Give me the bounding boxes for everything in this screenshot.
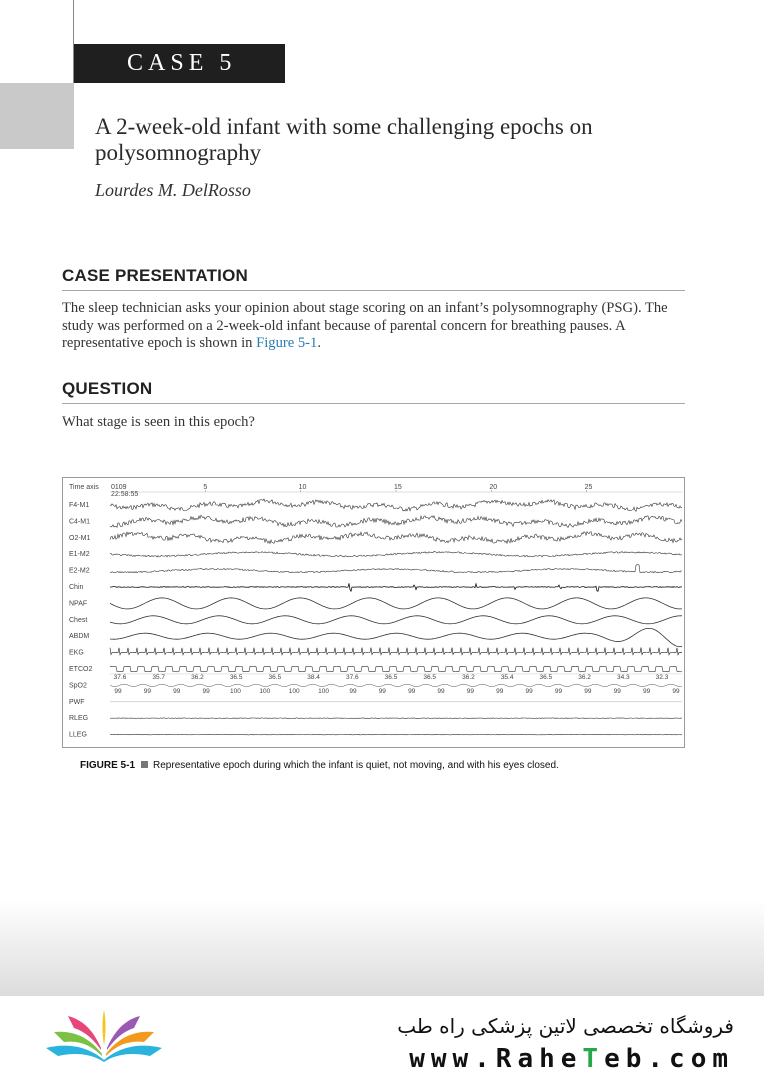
channel-label-chin: Chin: [69, 584, 84, 591]
case-label: CASE 5: [127, 50, 237, 76]
caption-label: FIGURE 5-1: [80, 760, 136, 771]
spo2-value: 100: [288, 687, 300, 695]
section-rule: [62, 290, 685, 291]
eeg-trace: [110, 515, 682, 527]
etco2-value: 36.5: [268, 673, 282, 681]
spo2-value: 99: [114, 687, 122, 695]
store-url[interactable]: [409, 1044, 734, 1074]
url-prefix: www.Rahe: [409, 1044, 583, 1074]
chin-emg-trace: [110, 583, 682, 591]
gray-tab: [0, 83, 74, 149]
etco2-value: 37.6: [345, 673, 359, 681]
channel-label-o2m1: O2-M1: [69, 534, 91, 542]
channel-label-etco2: ETCO2: [69, 666, 93, 673]
presentation-text-end: .: [317, 335, 321, 351]
etco2-value: 32.3: [655, 673, 669, 681]
channel-label-lleg: LLEG: [69, 731, 87, 739]
epoch-number: 0109: [111, 484, 127, 491]
spo2-value: 99: [378, 687, 386, 695]
url-letter-t: T: [582, 1044, 605, 1074]
etco2-value: 38.4: [307, 673, 320, 681]
time-tick-label: 15: [394, 484, 402, 491]
caption-square-icon: [141, 761, 148, 768]
etco2-value: 36.5: [539, 673, 553, 681]
spo2-value: 99: [613, 687, 621, 695]
etco2-value: 36.2: [191, 673, 204, 681]
caption-text: Representative epoch during which the infant is quiet, not moving, and with his eyes closed.: [153, 760, 559, 771]
store-name: فروشگاه تخصصی لاتین پزشکی راه طب: [397, 1014, 734, 1038]
spo2-value: 99: [349, 687, 357, 695]
spo2-value: 99: [496, 687, 504, 695]
page-fade: [0, 900, 764, 996]
time-tick-label: 10: [298, 484, 307, 491]
presentation-text: The sleep technician asks your opinion about stage scoring on an infant’s polysomnography (PSG). The study was performed on a 2-week-old infant because of parental concern for breathing pauses. A representative epoch is shown in: [62, 300, 668, 351]
eeg-trace: [110, 499, 682, 511]
channel-label-e2m2: E2-M2: [69, 567, 90, 575]
psg-figure: [62, 477, 685, 748]
spo2-value: 99: [554, 687, 563, 695]
spo2-value: 99: [173, 687, 181, 695]
channel-label-e1m2: E1-M2: [69, 551, 90, 559]
etco2-trace: [110, 666, 682, 672]
etco2-value: 34.3: [616, 673, 630, 681]
clock-time: 22:58:55: [111, 491, 139, 498]
spo2-value: 99: [202, 687, 210, 695]
section-rule: [62, 403, 685, 404]
etco2-value: 35.4: [500, 673, 514, 681]
rleg-trace: [110, 718, 682, 719]
spo2-value: 99: [672, 687, 680, 695]
eog-trace: [110, 551, 682, 556]
spo2-value: 99: [584, 687, 592, 695]
spo2-value: 99: [466, 687, 475, 695]
channel-label-ekg: EKG: [69, 649, 84, 657]
spo2-value: 100: [318, 687, 330, 695]
spo2-value: 99: [408, 687, 416, 695]
channel-label-npaf: NPAF: [69, 600, 88, 608]
channel-label-abdm: ABDM: [69, 633, 90, 641]
spo2-value: 99: [643, 687, 651, 695]
spo2-value: 99: [525, 687, 533, 695]
presentation-paragraph: [62, 300, 692, 353]
eeg-trace: [110, 532, 682, 544]
time-tick-label: 5: [203, 484, 208, 491]
time-axis-label: Time axis: [69, 484, 99, 491]
case-banner: [74, 44, 285, 83]
channel-label-rleg: RLEG: [69, 715, 89, 723]
time-tick-label: 25: [584, 484, 593, 491]
channel-label-pwf: PWF: [69, 698, 85, 706]
lleg-trace: [110, 734, 682, 735]
spo2-value: 99: [437, 687, 445, 695]
time-tick-label: 20: [489, 484, 498, 491]
ekg-trace: [110, 647, 682, 654]
channel-label-chest: Chest: [69, 616, 88, 624]
channel-label-spo2: SpO2: [69, 682, 87, 690]
section-heading-question: QUESTION: [62, 379, 153, 398]
question-text: What stage is seen in this epoch?: [62, 414, 255, 430]
etco2-value: 36.2: [578, 673, 591, 681]
etco2-value: 36.5: [423, 673, 437, 681]
author: Lourdes M. DelRosso: [95, 180, 251, 200]
section-heading-presentation: CASE PRESENTATION: [62, 266, 249, 285]
eog-trace: [110, 565, 682, 573]
abdominal-effort-trace: [110, 628, 682, 646]
chest-effort-trace: [110, 616, 682, 624]
spo2-value: 100: [230, 687, 241, 695]
airflow-trace: [110, 598, 682, 609]
etco2-value: 36.5: [229, 673, 243, 681]
etco2-value: 35.7: [152, 673, 166, 681]
spo2-value: 100: [259, 687, 271, 695]
spo2-value: 99: [143, 687, 151, 695]
url-suffix: eb.com: [604, 1044, 734, 1074]
channel-label-c4m1: C4-M1: [69, 518, 91, 526]
figure-caption: [80, 760, 559, 771]
spo2-trace: [110, 684, 682, 686]
channel-label-f4m1: F4-M1: [69, 502, 90, 509]
etco2-value: 36.5: [384, 673, 398, 681]
book-logo-icon: [40, 1008, 170, 1068]
chapter-title: A 2-week-old infant with some challenging epochs on polysomnography: [95, 114, 593, 165]
psg-epoch-chart: [63, 478, 684, 747]
figure-link[interactable]: Figure 5-1: [256, 335, 318, 351]
etco2-value: 36.2: [462, 673, 475, 681]
etco2-value: 37.6: [113, 673, 127, 681]
